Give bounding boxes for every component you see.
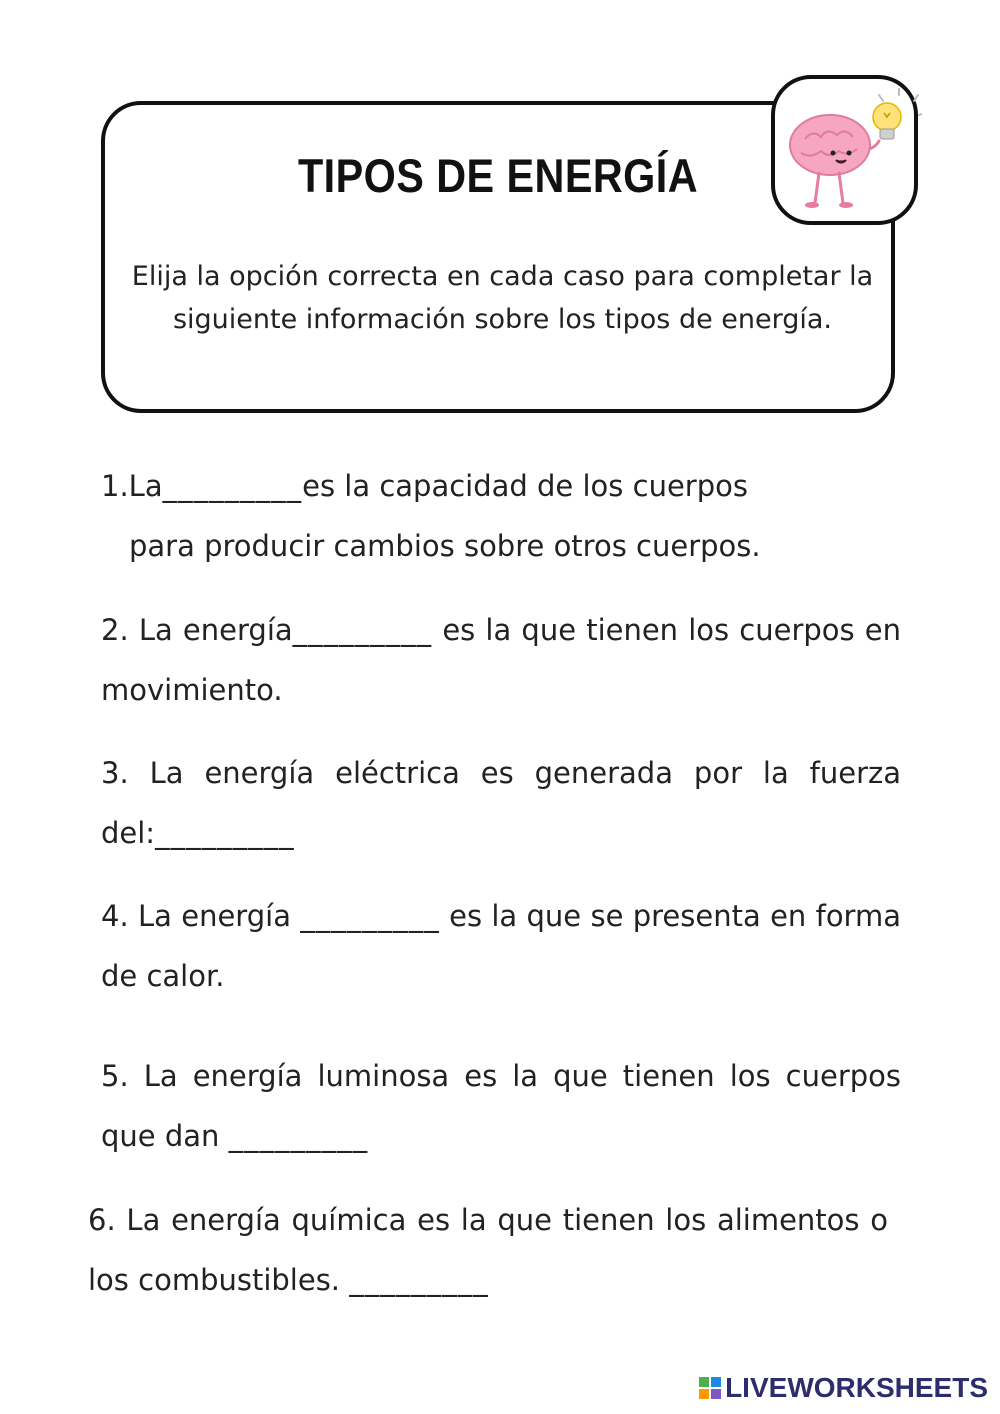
answer-blank[interactable]: _________ xyxy=(292,613,433,647)
question-text-line2: para producir cambios sobre otros cuerpos. xyxy=(129,529,761,563)
question-text-after: es la que se presenta en forma de calor. xyxy=(101,899,901,993)
brain-with-lightbulb-icon xyxy=(775,79,922,229)
brain-badge xyxy=(771,75,918,225)
question-5 xyxy=(101,1046,901,1166)
question-3 xyxy=(101,743,901,863)
footer-brand xyxy=(699,1372,988,1404)
page-title: TIPOS DE ENERGÍA xyxy=(297,149,699,202)
question-text-before: La energía química es la que tienen los alimentos o los combustibles. xyxy=(88,1203,889,1297)
question-text-before: La energía xyxy=(138,899,301,933)
answer-blank[interactable]: _________ xyxy=(155,816,295,850)
question-4 xyxy=(101,886,901,1006)
question-text-after: es la capacidad de los cuerpos xyxy=(302,469,748,503)
question-text-before: La energía eléctrica es generada por la fuerza del: xyxy=(101,756,902,850)
answer-blank[interactable]: _________ xyxy=(162,469,303,503)
instructions-text: Elija la opción correcta en cada caso para completar la siguiente información sobre los tipos de energía. xyxy=(131,261,874,335)
question-number: 2. xyxy=(101,613,129,647)
answer-blank[interactable]: _________ xyxy=(228,1119,369,1153)
question-number: 5. xyxy=(101,1059,129,1093)
answer-blank[interactable]: _________ xyxy=(300,899,440,933)
brand-name: LIVEWORKSHEETS xyxy=(725,1372,988,1403)
liveworksheets-logo-icon xyxy=(699,1377,721,1399)
question-6 xyxy=(88,1190,888,1310)
question-number: 1. xyxy=(101,469,129,503)
question-2 xyxy=(101,600,901,720)
question-text-before: La energía xyxy=(138,613,293,647)
question-text-after: es la que tienen los cuerpos en movimiento. xyxy=(101,613,902,707)
question-number: 3. xyxy=(101,756,129,790)
question-number: 4. xyxy=(101,899,129,933)
question-text-before: La xyxy=(128,469,163,503)
question-1 xyxy=(101,456,901,576)
answer-blank[interactable]: _________ xyxy=(349,1263,489,1297)
question-text-before: La energía luminosa es la que tienen los cuerpos que dan xyxy=(101,1059,901,1153)
question-number: 6. xyxy=(88,1203,116,1237)
